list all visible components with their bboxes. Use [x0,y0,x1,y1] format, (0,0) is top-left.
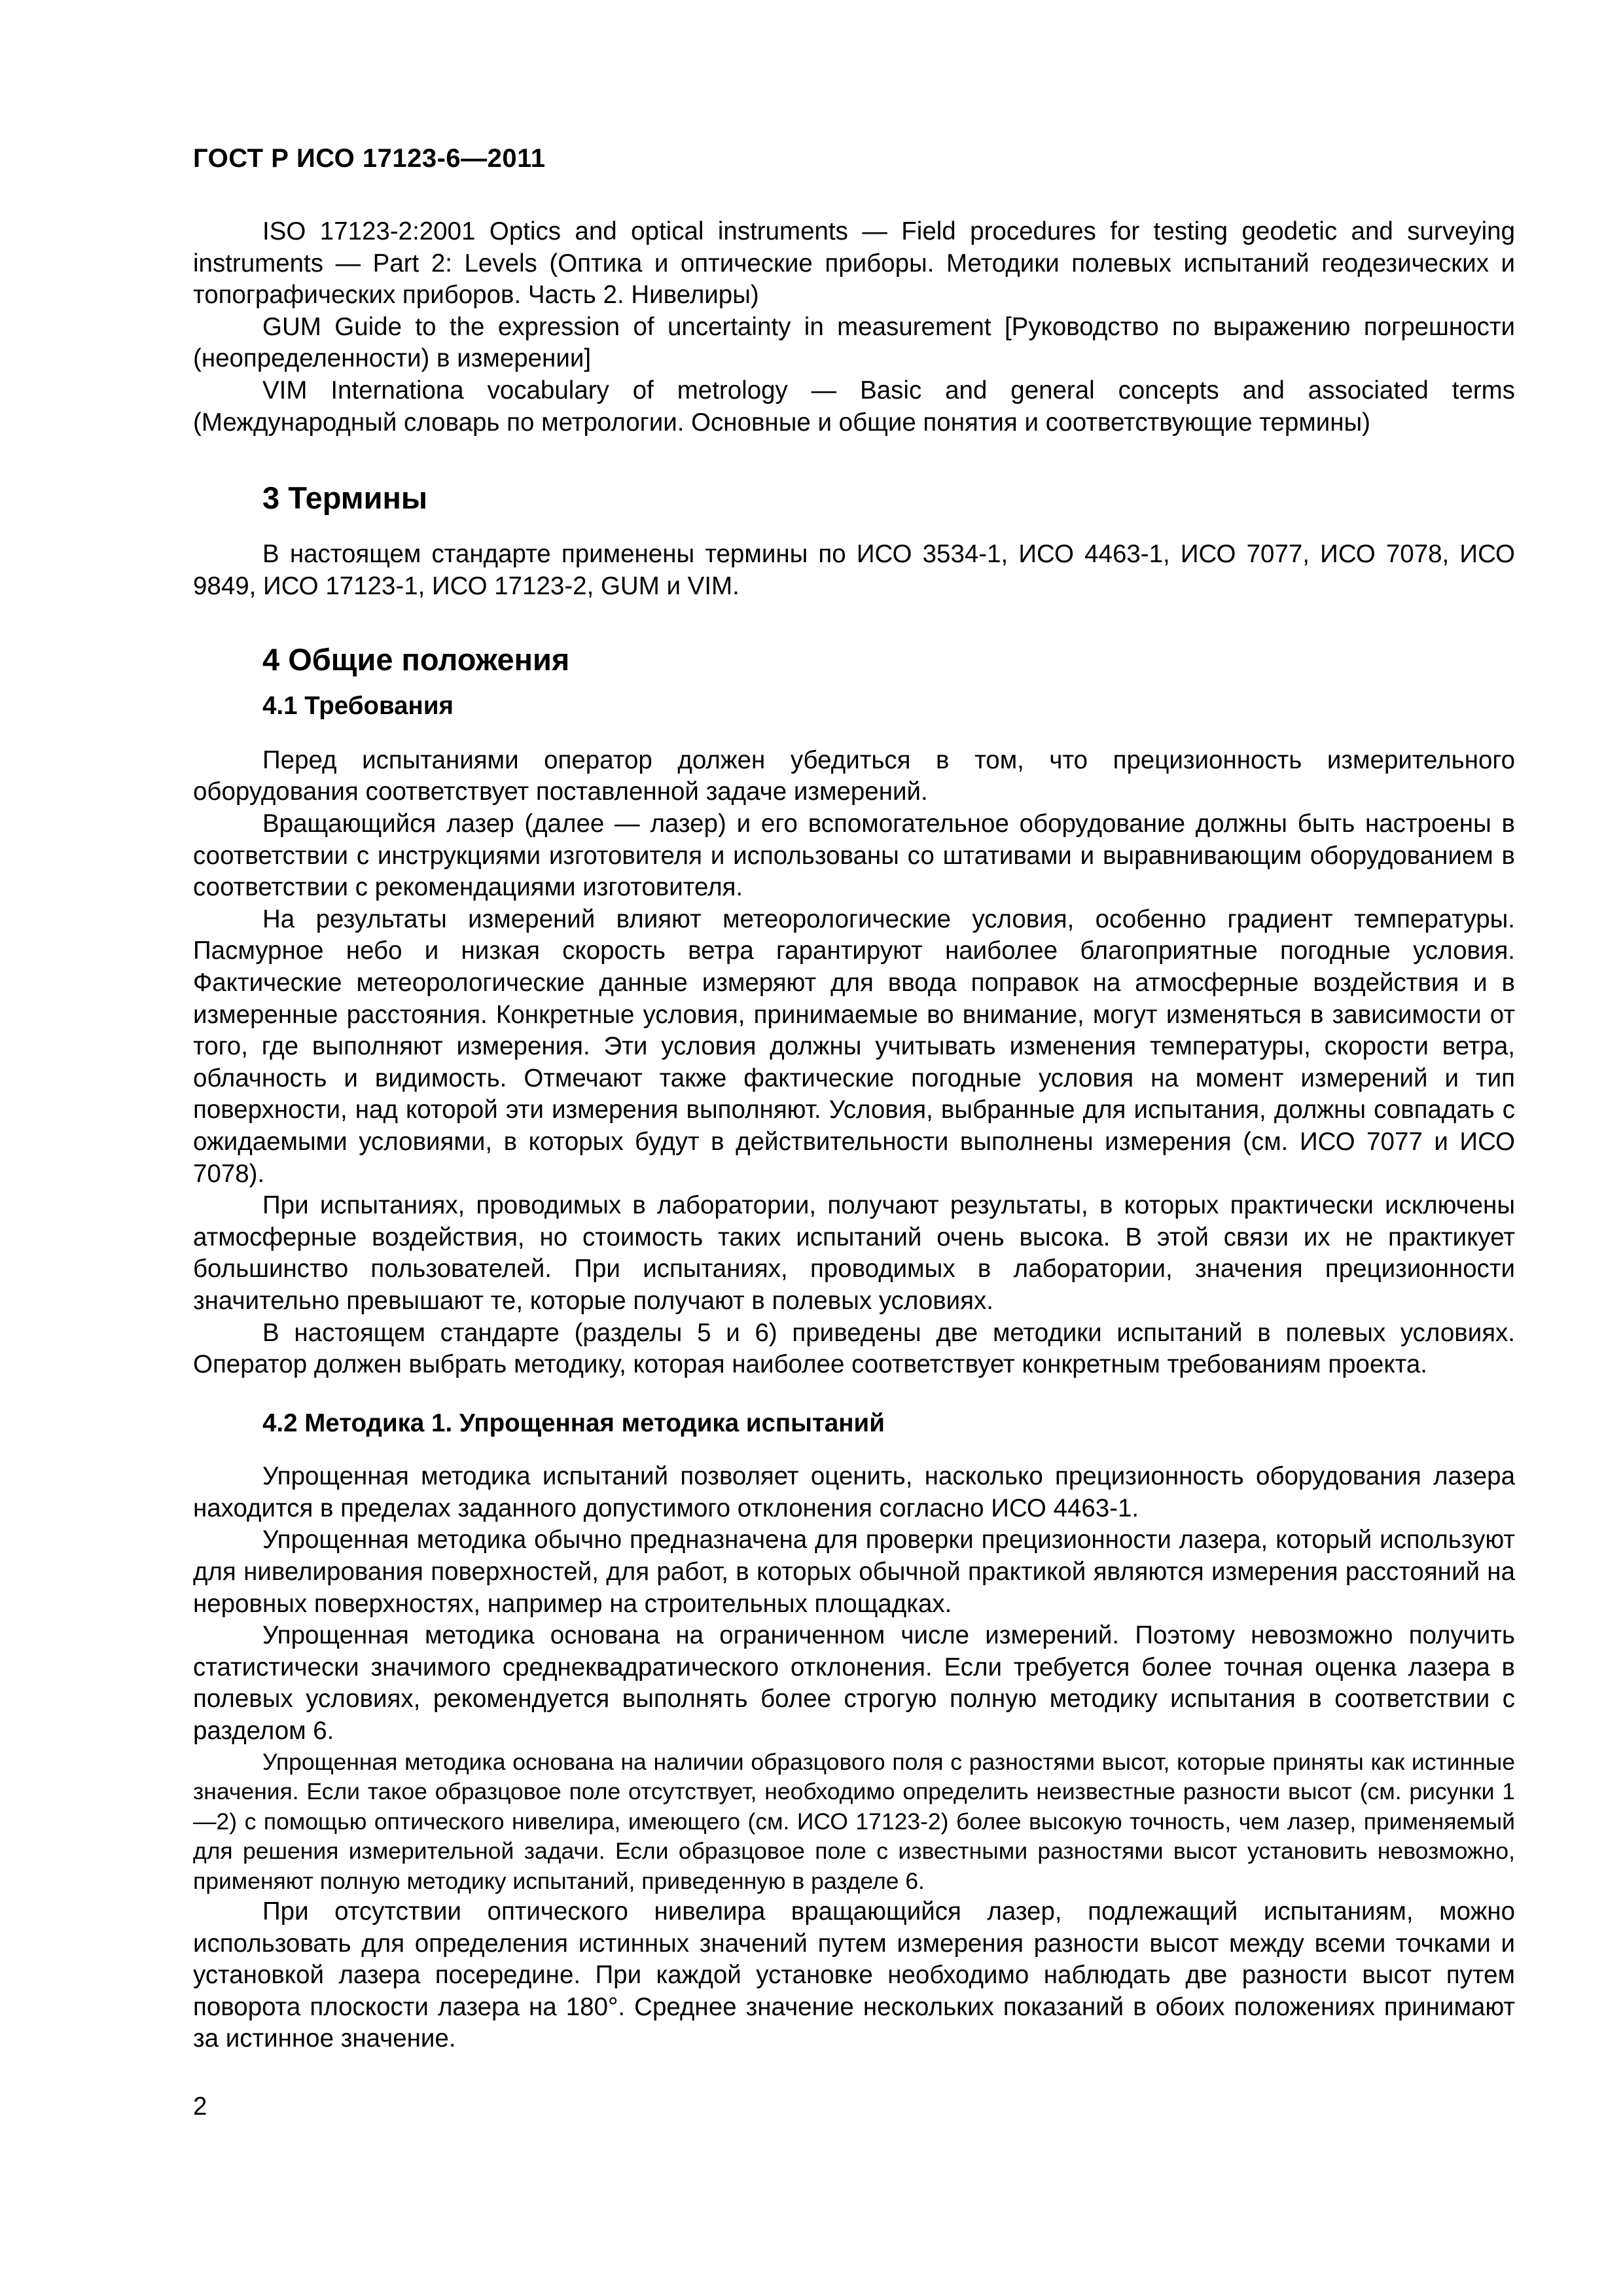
document-header: ГОСТ Р ИСО 17123-6—2011 [193,144,546,173]
section-4-heading: 4 Общие положения [262,642,570,677]
subsection-4-1-heading: 4.1 Требования [262,692,454,721]
section-3-paragraph: В настоящем стандарте применены термины по ИСО 3534-1, ИСО 4463-1, ИСО 7077, ИСО 7078, ИСО 9849, ИСО 17123-1, ИСО 17123-2, GUM и VIM. [193,540,1515,600]
paragraph: Упрощенная методика основана на наличии образцового поля с разностями высот, которые приняты как истинные значения. Если такое образцовое поле отсутствует, необходимо определить неизвестные разности высот (см. рисунки 1—2) с помощью оптического нивелира, имеющего (см. ИСО 17123-2) более высокую точность, чем лазер, применяемый для решения измерительной задачи. Если образцовое поле с известными разностями высот установить невозможно, применяют полную методику испытаний, приведенную в разделе 6. [193,1748,1515,1894]
document-page [193,0,1515,2296]
references-list [193,216,1515,439]
reference-item: ISO 17123-2:2001 Optics and optical instruments — Field procedures for testing geodetic and surveying instruments — Part 2: Levels (Оптика и оптические приборы. Методики полевых испытаний геодезических и топографических приборов. Часть 2. Нивелиры) [193,217,1515,310]
paragraph: Перед испытаниями оператор должен убедиться в том, что прецизионность измерительного оборудования соответствует поставленной задаче измерений. [193,745,1515,806]
paragraph: В настоящем стандарте (разделы 5 и 6) приведены две методики испытаний в полевых условиях. Оператор должен выбрать методику, которая наиболее соответствует конкретным требованиям проекта. [193,1318,1515,1379]
paragraph: Упрощенная методика испытаний позволяет оценить, насколько прецизионность оборудования лазера находится в пределах заданного допустимого отклонения согласно ИСО 4463-1. [193,1462,1515,1522]
paragraph: Упрощенная методика обычно предназначена для проверки прецизионности лазера, который используют для нивелирования поверхностей, для работ, в которых обычной практикой являются измерения расстояний на неровных поверхностях, например на строительных площадках. [193,1526,1515,1618]
subsection-4-2-heading: 4.2 Методика 1. Упрощенная методика испытаний [262,1408,885,1437]
paragraph: Вращающийся лазер (далее — лазер) и его вспомогательное оборудование должны быть настроены в соответствии с инструкциями изготовителя и использованы со штативами и выравнивающим оборудованием в соответствии с рекомендациями изготовителя. [193,810,1515,902]
paragraph: При испытаниях, проводимых в лаборатории, получают результаты, в которых практически исключены атмосферные воздействия, но стоимость таких испытаний очень высока. В этой связи их не практикует большинство пользователей. При испытаниях, проводимых в лаборатории, значения прецизионности значительно превышают те, которые получают в полевых условиях. [193,1191,1515,1315]
page-number: 2 [193,2092,207,2121]
paragraph: Упрощенная методика основана на ограниченном числе измерений. Поэтому невозможно получить статистически значимого среднеквадратического отклонения. Если требуется более точная оценка лазера в полевых условиях, рекомендуется выполнять более строгую полную методику испытания в соответствии с разделом 6. [193,1621,1515,1745]
page-content [193,216,1515,2055]
section-3-heading: 3 Термины [262,480,427,516]
reference-item: GUM Guide to the expression of uncertainty in measurement [Руководство по выражению погрешности (неопределенности) в измерении] [193,312,1515,373]
paragraph: При отсутствии оптического нивелира вращающийся лазер, подлежащий испытаниям, можно использовать для определения истинных значений путем измерения разности высот между всеми точками и установкой лазера посередине. При каждой установке необходимо наблюдать две разности высот путем поворота плоскости лазера на 180°. Среднее значение нескольких показаний в обоих положениях принимают за истинное значение. [193,1897,1515,2053]
paragraph: На результаты измерений влияют метеорологические условия, особенно градиент температуры. Пасмурное небо и низкая скорость ветра гарантируют наиболее благоприятные погодные условия. Фактические метеорологические данные измеряют для ввода поправок на атмосферные воздействия и в измеренные расстояния. Конкретные условия, принимаемые во внимание, могут изменяться в зависимости от того, где выполняют измерения. Эти условия должны учитывать изменения температуры, скорости ветра, облачность и видимость. Отмечают также фактические погодные условия на момент измерений и тип поверхности, над которой эти измерения выполняют. Условия, выбранные для испытания, должны совпадать с ожидаемыми условиями, в которых будут в действительности выполнены измерения (см. ИСО 7077 и ИСО 7078). [193,905,1515,1188]
reference-item: VIM Internationa vocabulary of metrology — Basic and general concepts and associated terms (Международный словарь по метрологии. Основные и общие понятия и соответствующие термины) [193,376,1515,437]
